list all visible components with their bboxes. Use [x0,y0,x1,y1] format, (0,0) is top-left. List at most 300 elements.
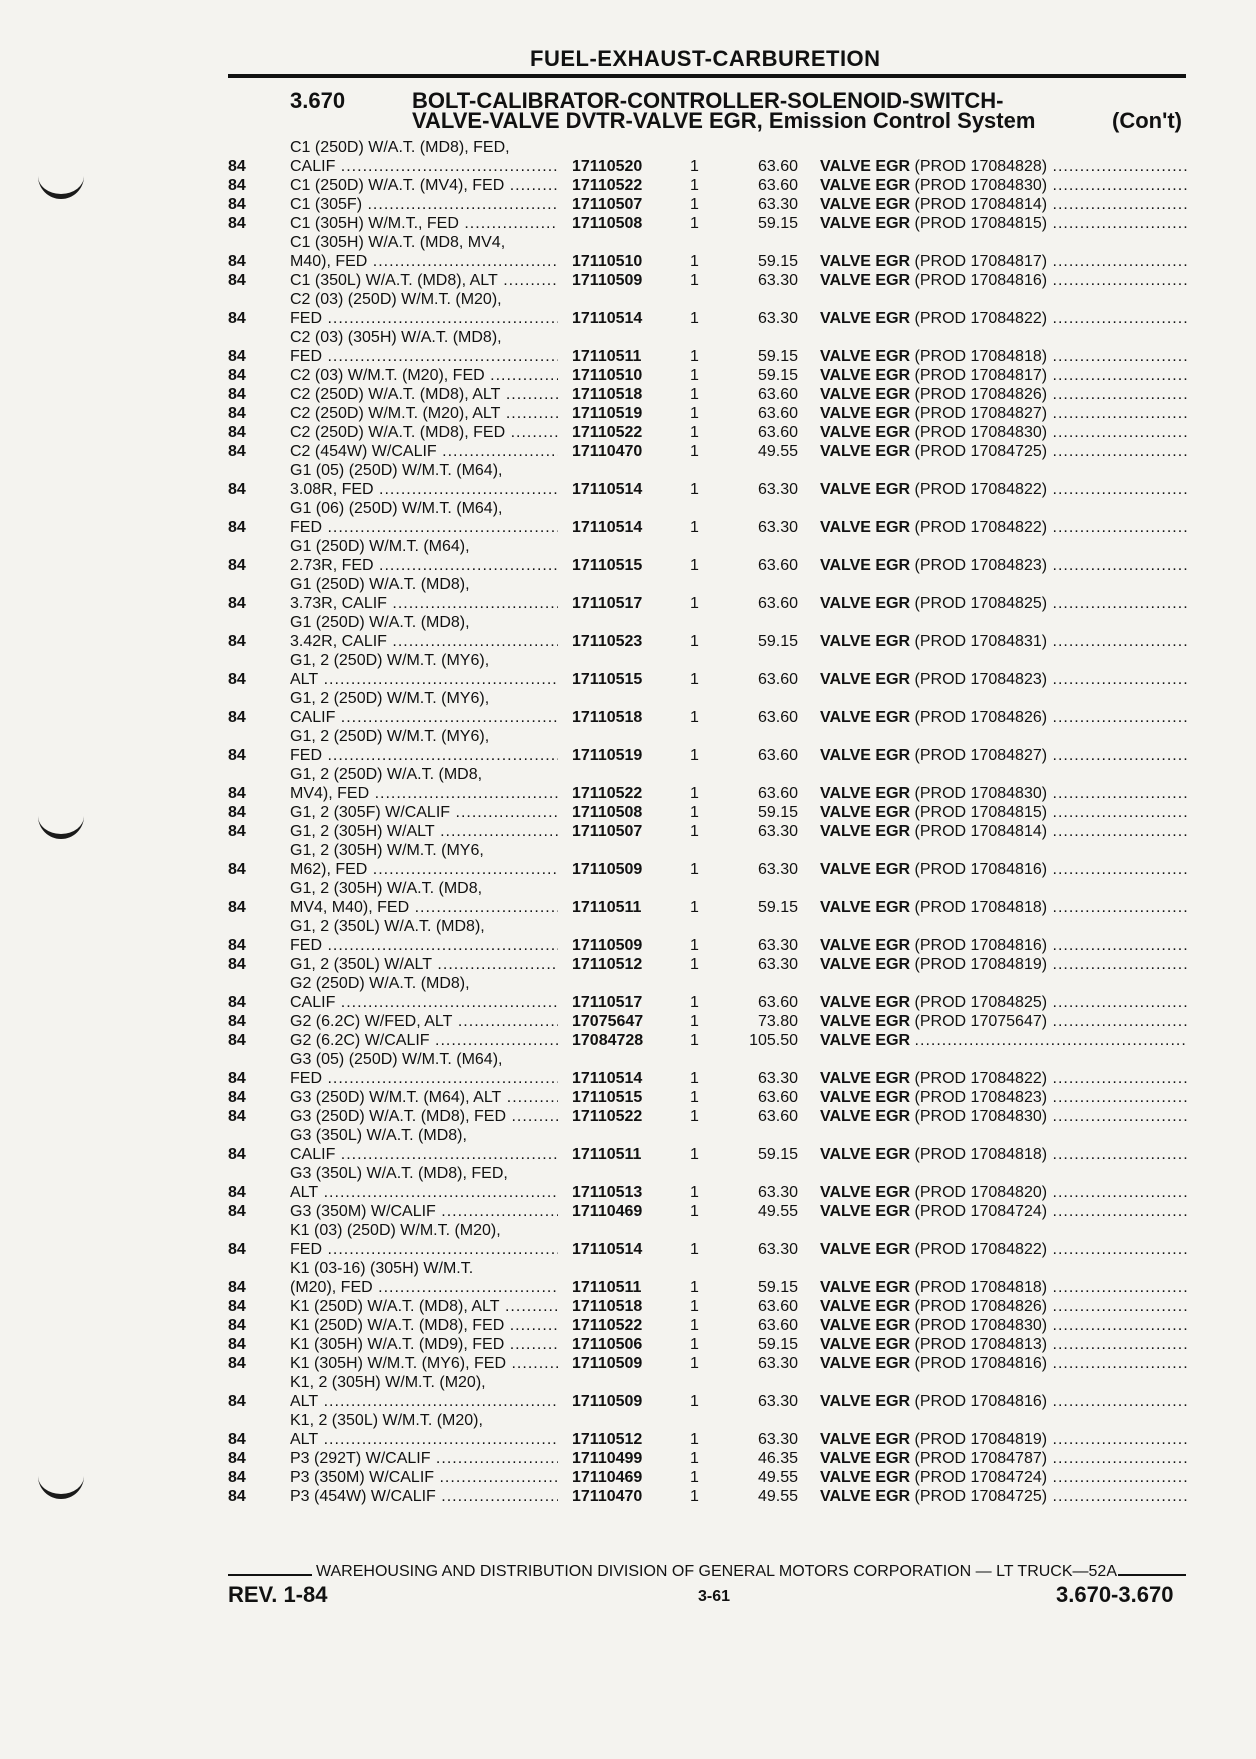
description-text [820,1032,1188,1049]
description-cell [820,822,1188,841]
application-cell-line1: G1 (250D) W/A.T. (MD8), [290,614,470,631]
description-text [820,671,1188,688]
year-cell: 84 [228,253,246,270]
quantity-cell: 1 [690,272,699,289]
year-cell: 84 [228,994,246,1011]
price-cell: 63.60 [757,671,798,688]
part-number-cell: 17110507 [572,196,643,213]
description-name: VALVE EGR [820,557,911,574]
description-name: VALVE EGR [820,785,911,802]
description-cell [820,1145,1188,1164]
year-cell: 84 [228,785,246,802]
quantity-cell: 1 [690,1184,699,1201]
prod-reference: (PROD 17084822) [914,481,1048,498]
description-text [820,405,1188,422]
footer-section-ref: 3.670-3.670 [1056,1582,1174,1607]
description-cell [820,898,1188,917]
price-cell: 63.60 [757,158,798,175]
description-cell [820,480,1188,499]
table-row [0,689,1256,727]
prod-reference: (PROD 17075647) [914,1013,1048,1030]
description-name: VALVE EGR [820,1070,911,1087]
application-cell [290,936,558,955]
quantity-cell: 1 [690,1355,699,1372]
part-number-cell: 17110512 [572,1431,643,1448]
quantity-cell: 1 [690,937,699,954]
part-number-cell: 17110510 [572,367,643,384]
year-cell: 84 [228,823,246,840]
description-name: VALVE EGR [820,253,911,270]
part-number-cell: 17075647 [572,1013,644,1030]
description-text [820,348,1188,365]
year-cell: 84 [228,1355,246,1372]
description-text [820,1070,1188,1087]
quantity-cell: 1 [690,424,699,441]
table-row [0,917,1256,955]
quantity-cell: 1 [690,671,699,688]
price-cell: 63.60 [757,785,798,802]
application-text: G3 (250D) W/A.T. (MD8), FED ..... [290,1108,558,1125]
description-text [820,1431,1188,1448]
prod-reference: (PROD 17084818) [914,348,1048,365]
price-cell: 59.15 [757,348,798,365]
table-row [0,1316,1256,1335]
application-cell-line1: K1, 2 (305H) W/M.T. (M20), [290,1374,486,1391]
table-row [0,138,1256,176]
description-name: VALVE EGR [820,310,911,327]
table-row [0,290,1256,328]
application-text: 3.42R, CALIF ..... [290,633,558,650]
price-cell: 63.30 [757,823,798,840]
price-cell: 63.30 [757,272,798,289]
application-text: K1 (250D) W/A.T. (MD8), ALT ..... [290,1298,558,1315]
description-text [820,272,1188,289]
prod-reference: (PROD 17084830) [914,785,1048,802]
price-cell: 63.60 [757,424,798,441]
part-number-cell: 17110515 [572,557,643,574]
description-text [820,1146,1188,1163]
price-cell: 46.35 [757,1450,798,1467]
prod-reference: (PROD 17084819) [914,956,1048,973]
year-cell: 84 [228,1184,246,1201]
prod-reference: (PROD 17084828) [914,158,1048,175]
table-row [0,1373,1256,1411]
application-cell [290,803,558,822]
part-number-cell: 17110469 [572,1469,643,1486]
description-name: VALVE EGR [820,1203,911,1220]
application-text: 2.73R, FED ..... [290,557,558,574]
part-number-cell: 17110469 [572,1203,643,1220]
table-row [0,1126,1256,1164]
year-cell: 84 [228,1241,246,1258]
description-name: VALVE EGR [820,633,911,650]
price-cell: 63.60 [757,747,798,764]
application-text: CALIF ..... [290,709,558,726]
prod-reference: (PROD 17084825) [914,994,1048,1011]
application-cell [290,309,558,328]
table-row [0,841,1256,879]
prod-reference: (PROD 17084822) [914,1241,1048,1258]
application-text: FED ..... [290,937,558,954]
part-number-cell: 17110518 [572,1298,643,1315]
quantity-cell: 1 [690,1032,699,1049]
description-text [820,595,1188,612]
year-cell: 84 [228,937,246,954]
description-cell [820,670,1188,689]
description-cell [820,1012,1188,1031]
quantity-cell: 1 [690,1146,699,1163]
quantity-cell: 1 [690,633,699,650]
part-number-cell: 17110512 [572,956,643,973]
application-cell-line1: G1, 2 (305H) W/A.T. (MD8, [290,880,483,897]
description-cell [820,708,1188,727]
description-cell [820,1430,1188,1449]
description-cell [820,1392,1188,1411]
application-cell-line1: G1 (250D) W/A.T. (MD8), [290,576,470,593]
prod-reference: (PROD 17084816) [914,1355,1048,1372]
application-text: C2 (03) W/M.T. (M20), FED ..... [290,367,558,384]
application-cell-line1: G1, 2 (250D) W/M.T. (MY6), [290,690,490,707]
price-cell: 59.15 [757,633,798,650]
application-cell [290,480,558,499]
quantity-cell: 1 [690,1203,699,1220]
quantity-cell: 1 [690,1108,699,1125]
description-name: VALVE EGR [820,1279,911,1296]
description-name: VALVE EGR [820,519,911,536]
description-text [820,785,1188,802]
description-name: VALVE EGR [820,937,911,954]
year-cell: 84 [228,443,246,460]
page-header-title: FUEL-EXHAUST-CARBURETION [530,46,881,71]
table-row [0,1259,1256,1297]
table-row [0,1335,1256,1354]
year-cell: 84 [228,1013,246,1030]
description-text [820,481,1188,498]
description-name: VALVE EGR [820,671,911,688]
description-name: VALVE EGR [820,861,911,878]
application-text: K1 (250D) W/A.T. (MD8), FED ..... [290,1317,558,1334]
description-text [820,1317,1188,1334]
price-cell: 63.30 [757,1184,798,1201]
description-name: VALVE EGR [820,215,911,232]
part-number-cell: 17110517 [572,595,643,612]
application-cell [290,252,558,271]
application-text: P3 (292T) W/CALIF ..... [290,1450,558,1467]
price-cell: 63.60 [757,1108,798,1125]
table-row [0,613,1256,651]
description-text [820,253,1188,270]
application-text: CALIF ..... [290,158,558,175]
description-cell [820,1107,1188,1126]
application-cell [290,1354,558,1373]
quantity-cell: 1 [690,709,699,726]
prod-reference: (PROD 17084826) [914,709,1048,726]
year-cell: 84 [228,1488,246,1505]
description-name: VALVE EGR [820,405,911,422]
application-cell [290,1278,558,1297]
description-name: VALVE EGR [820,709,911,726]
application-text: K1 (305H) W/A.T. (MD9), FED ..... [290,1336,558,1353]
table-row [0,1202,1256,1221]
part-number-cell: 17110511 [572,1279,642,1296]
prod-reference: (PROD 17084724) [914,1469,1048,1486]
part-number-cell: 17110514 [572,519,643,536]
prod-reference: (PROD 17084816) [914,937,1048,954]
application-text: FED ..... [290,519,558,536]
quantity-cell: 1 [690,1317,699,1334]
year-cell: 84 [228,196,246,213]
table-row [0,1164,1256,1202]
description-text [820,899,1188,916]
description-cell [820,442,1188,461]
year-cell: 84 [228,310,246,327]
description-name: VALVE EGR [820,1298,911,1315]
year-cell: 84 [228,1070,246,1087]
description-text [820,1488,1188,1505]
table-row [0,822,1256,841]
description-name: VALVE EGR [820,1184,911,1201]
application-cell [290,1240,558,1259]
prod-reference: (PROD 17084815) [914,215,1048,232]
application-text: G1, 2 (305H) W/ALT ..... [290,823,558,840]
year-cell: 84 [228,1279,246,1296]
table-row [0,404,1256,423]
year-cell: 84 [228,1431,246,1448]
description-cell [820,1487,1188,1506]
table-row [0,328,1256,366]
section-title-line2: VALVE-VALVE DVTR-VALVE EGR, Emission Control System [412,108,1036,133]
description-text [820,823,1188,840]
application-cell [290,157,558,176]
description-cell [820,423,1188,442]
part-number-cell: 17110508 [572,215,643,232]
table-row [0,366,1256,385]
quantity-cell: 1 [690,519,699,536]
prod-reference: (PROD 17084830) [914,1108,1048,1125]
description-name: VALVE EGR [820,1336,911,1353]
application-text: C2 (250D) W/A.T. (MD8), FED ..... [290,424,558,441]
application-cell [290,366,558,385]
application-cell [290,176,558,195]
table-row [0,214,1256,233]
header-divider [228,74,1186,78]
application-text: ALT ..... [290,1431,558,1448]
quantity-cell: 1 [690,443,699,460]
table-row [0,575,1256,613]
description-cell [820,1202,1188,1221]
application-text: 3.73R, CALIF ..... [290,595,558,612]
year-cell: 84 [228,405,246,422]
description-name: VALVE EGR [820,272,911,289]
table-row [0,879,1256,917]
application-text: ALT ..... [290,671,558,688]
description-text [820,861,1188,878]
description-name: VALVE EGR [820,823,911,840]
part-number-cell: 17110517 [572,994,643,1011]
table-row [0,803,1256,822]
price-cell: 73.80 [757,1013,798,1030]
part-number-cell: 17110511 [572,1146,642,1163]
part-number-cell: 17110509 [572,272,643,289]
application-cell-line1: G1, 2 (350L) W/A.T. (MD8), [290,918,485,935]
price-cell: 63.30 [757,1070,798,1087]
application-cell-line1: C2 (03) (250D) W/M.T. (M20), [290,291,502,308]
table-row [0,1012,1256,1031]
description-text [820,424,1188,441]
description-text [820,1298,1188,1315]
description-name: VALVE EGR [820,1317,911,1334]
prod-reference: (PROD 17084827) [914,405,1048,422]
application-cell [290,1202,558,1221]
description-text [820,1184,1188,1201]
application-cell-line1: C1 (305H) W/A.T. (MD8, MV4, [290,234,506,251]
price-cell: 63.30 [757,937,798,954]
prod-reference: (PROD 17084818) [914,899,1048,916]
description-text [820,386,1188,403]
quantity-cell: 1 [690,348,699,365]
application-cell [290,993,558,1012]
description-text [820,177,1188,194]
application-cell [290,1335,558,1354]
application-cell [290,898,558,917]
application-cell [290,214,558,233]
description-text [820,1241,1188,1258]
description-cell [820,385,1188,404]
part-number-cell: 17110522 [572,177,643,194]
quantity-cell: 1 [690,1336,699,1353]
table-row [0,1411,1256,1449]
prod-reference: (PROD 17084817) [914,253,1048,270]
prod-reference: (PROD 17084725) [914,1488,1048,1505]
quantity-cell: 1 [690,310,699,327]
description-text [820,557,1188,574]
table-row [0,1297,1256,1316]
table-row [0,1088,1256,1107]
price-cell: 63.30 [757,196,798,213]
application-cell [290,556,558,575]
prod-reference: (PROD 17084816) [914,861,1048,878]
price-cell: 63.60 [757,177,798,194]
table-row [0,385,1256,404]
description-text [820,747,1188,764]
description-cell [820,157,1188,176]
year-cell: 84 [228,1146,246,1163]
quantity-cell: 1 [690,994,699,1011]
part-number-cell: 17110523 [572,633,643,650]
application-cell-line1: G1 (250D) W/M.T. (M64), [290,538,470,555]
prod-reference: (PROD 17084814) [914,823,1048,840]
quantity-cell: 1 [690,158,699,175]
year-cell: 84 [228,1336,246,1353]
prod-reference: (PROD 17084822) [914,1070,1048,1087]
application-cell [290,822,558,841]
price-cell: 59.15 [757,899,798,916]
description-name: VALVE EGR [820,956,911,973]
application-cell [290,518,558,537]
application-text: FED ..... [290,1241,558,1258]
application-cell [290,860,558,879]
quantity-cell: 1 [690,1279,699,1296]
description-name: VALVE EGR [820,481,911,498]
description-name: VALVE EGR [820,1450,911,1467]
description-name: VALVE EGR [820,1488,911,1505]
description-cell [820,1468,1188,1487]
description-text [820,956,1188,973]
price-cell: 63.30 [757,1393,798,1410]
description-name: VALVE EGR [820,1355,911,1372]
application-cell [290,271,558,290]
prod-reference: (PROD 17084827) [914,747,1048,764]
year-cell: 84 [228,633,246,650]
prod-reference: (PROD 17084823) [914,671,1048,688]
quantity-cell: 1 [690,861,699,878]
application-cell [290,1487,558,1506]
application-cell-line1: K1 (03-16) (305H) W/M.T. [290,1260,474,1277]
application-cell [290,746,558,765]
description-cell [820,195,1188,214]
price-cell: 63.60 [757,1089,798,1106]
description-name: VALVE EGR [820,196,911,213]
year-cell: 84 [228,1469,246,1486]
description-cell [820,1335,1188,1354]
quantity-cell: 1 [690,595,699,612]
quantity-cell: 1 [690,177,699,194]
quantity-cell: 1 [690,196,699,213]
year-cell: 84 [228,1089,246,1106]
quantity-cell: 1 [690,785,699,802]
year-cell: 84 [228,861,246,878]
application-text: G3 (250D) W/M.T. (M64), ALT ..... [290,1089,558,1106]
application-cell [290,1392,558,1411]
description-text [820,1336,1188,1353]
price-cell: 59.15 [757,804,798,821]
prod-reference: (PROD 17084831) [914,633,1048,650]
description-text [820,1469,1188,1486]
application-text: MV4, M40), FED ..... [290,899,558,916]
description-cell [820,252,1188,271]
year-cell: 84 [228,272,246,289]
part-number-cell: 17110510 [572,253,643,270]
quantity-cell: 1 [690,1298,699,1315]
application-cell-line1: G1 (05) (250D) W/M.T. (M64), [290,462,503,479]
description-text [820,709,1188,726]
quantity-cell: 1 [690,405,699,422]
description-cell [820,1183,1188,1202]
description-cell [820,993,1188,1012]
description-text [820,367,1188,384]
prod-reference: (PROD 17084816) [914,272,1048,289]
application-cell [290,1449,558,1468]
description-cell [820,594,1188,613]
part-number-cell: 17110507 [572,823,643,840]
description-name: VALVE EGR [820,1032,911,1049]
description-cell [820,518,1188,537]
part-number-cell: 17110514 [572,310,643,327]
description-cell [820,1278,1188,1297]
part-number-cell: 17110514 [572,1070,643,1087]
footer-corporation: WAREHOUSING AND DISTRIBUTION DIVISION OF GENERAL MOTORS CORPORATION — LT TRUCK—52A [316,1563,1117,1580]
price-cell: 63.60 [757,557,798,574]
description-cell [820,1088,1188,1107]
part-number-cell: 17110509 [572,937,643,954]
table-row [0,1468,1256,1487]
description-text [820,215,1188,232]
application-text: (M20), FED ..... [290,1279,558,1296]
application-text: C1 (305F) ..... [290,196,558,213]
year-cell: 84 [228,671,246,688]
description-text [820,158,1188,175]
year-cell: 84 [228,709,246,726]
